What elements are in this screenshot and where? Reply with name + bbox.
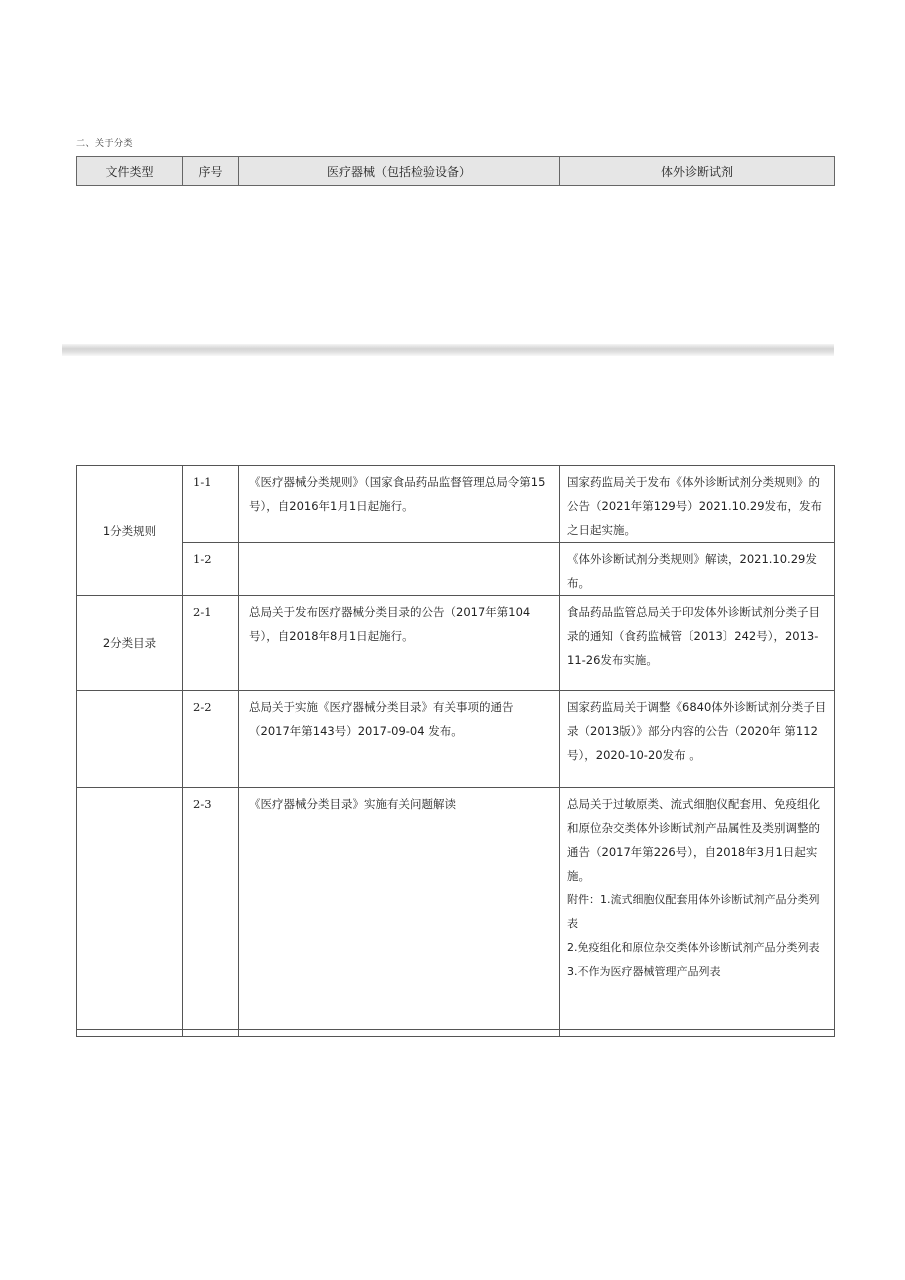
- file-type-cell: 1分类规则: [77, 466, 183, 596]
- continuation-cell: [183, 1030, 239, 1037]
- seq-cell: 2-1: [183, 596, 239, 691]
- classification-table: [76, 465, 835, 1037]
- seq-cell: 2-3: [183, 788, 239, 1030]
- file-type-cell: 2分类目录: [77, 596, 183, 691]
- file-type-cell: [77, 788, 183, 1030]
- ivd-attachment-1: 附件：1.流式细胞仪配套用体外诊断试剂产品分类列表: [567, 893, 820, 930]
- table-continuation-row: [77, 1030, 835, 1037]
- medical-device-cell: 总局关于发布医疗器械分类目录的公告（2017年第104号），自2018年8月1日起施行。: [239, 596, 560, 691]
- table-row: [77, 788, 835, 1030]
- section-title: 二、关于分类: [76, 139, 134, 149]
- medical-device-cell: [239, 543, 560, 596]
- ivd-cell: 《体外诊断试剂分类规则》解读，2021.10.29发布。: [560, 543, 835, 596]
- seq-cell: 1-1: [183, 466, 239, 543]
- ivd-cell: 国家药监局关于调整《6840体外诊断试剂分类子目录（2013版）》部分内容的公告（2020年 第112号），2020-10-20发布 。: [560, 691, 835, 788]
- ivd-cell: 食品药品监管总局关于印发体外诊断试剂分类子目录的通知（食药监械管〔2013〕242号），2013-11-26发布实施。: [560, 596, 835, 691]
- file-type-cell: [77, 691, 183, 788]
- col-header-ivd: 体外诊断试剂: [560, 157, 835, 186]
- ivd-cell: 国家药监局关于发布《体外诊断试剂分类规则》的公告（2021年第129号）2021.10.29发布，发布之日起实施。: [560, 466, 835, 543]
- ivd-notice-text: 总局关于过敏原类、流式细胞仪配套用、免疫组化和原位杂交类体外诊断试剂产品属性及类别调整的通告（2017年第226号），自2018年3月1日起实施。: [567, 797, 820, 883]
- ivd-cell: [560, 788, 835, 1030]
- header-table: [76, 156, 835, 186]
- medical-device-cell: 《医疗器械分类目录》实施有关问题解读: [239, 788, 560, 1030]
- medical-device-cell: 《医疗器械分类规则》（国家食品药品监督管理总局令第15号），自2016年1月1日起施行。: [239, 466, 560, 543]
- table-row: [77, 466, 835, 543]
- seq-cell: 1-2: [183, 543, 239, 596]
- ivd-attachment-2: 2.免疫组化和原位杂交类体外诊断试剂产品分类列表: [567, 941, 820, 954]
- table-row: [77, 596, 835, 691]
- page-divider: [62, 344, 834, 356]
- header-row: [77, 157, 835, 186]
- seq-cell: 2-2: [183, 691, 239, 788]
- ivd-attachment-3: 3.不作为医疗器械管理产品列表: [567, 965, 721, 978]
- continuation-cell: [560, 1030, 835, 1037]
- medical-device-cell: 总局关于实施《医疗器械分类目录》有关事项的通告（2017年第143号）2017-09-04 发布。: [239, 691, 560, 788]
- col-header-file-type: 文件类型: [77, 157, 183, 186]
- continuation-cell: [239, 1030, 560, 1037]
- col-header-seq: 序号: [183, 157, 239, 186]
- table-row: [77, 691, 835, 788]
- table-row: [77, 543, 835, 596]
- continuation-cell: [77, 1030, 183, 1037]
- col-header-medical-device: 医疗器械（包括检验设备）: [239, 157, 560, 186]
